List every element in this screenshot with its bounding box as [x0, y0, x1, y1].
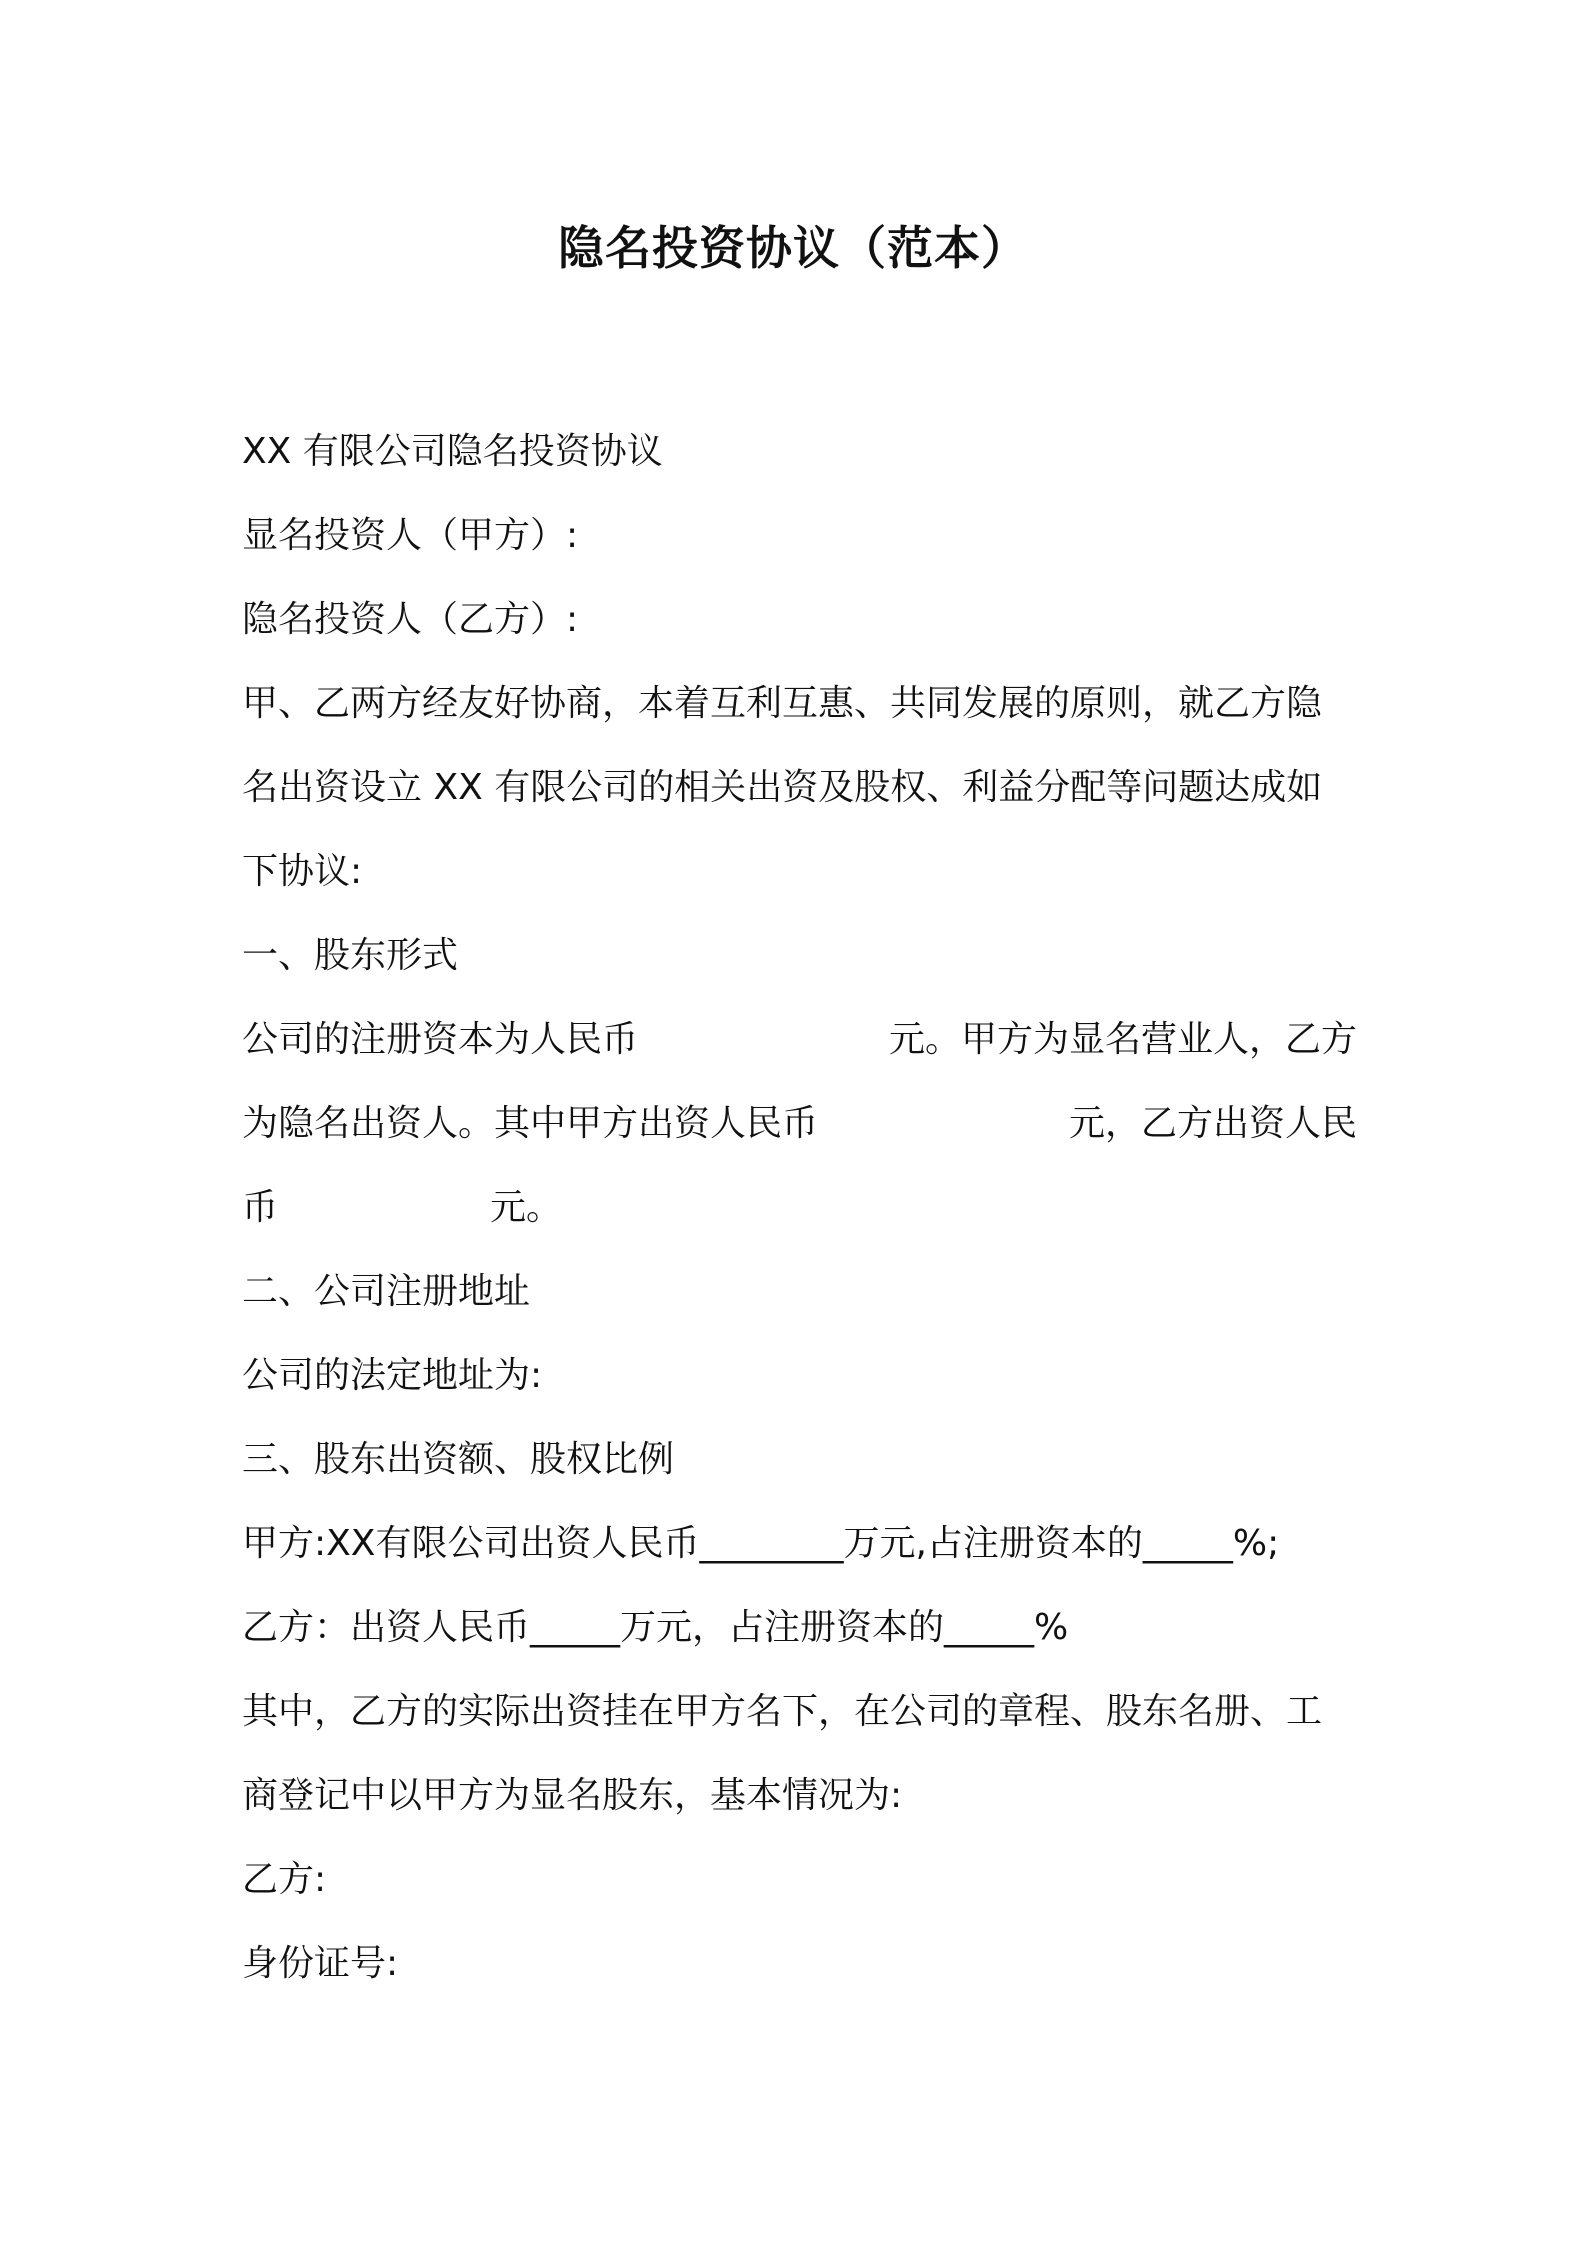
section-3-line-3: 其中，乙方的实际出资挂在甲方名下，在公司的章程、股东名册、工 — [242, 1691, 1323, 1732]
intro-line-2: 名出资设立 XX 有限公司的相关出资及股权、利益分配等问题达成如 — [242, 767, 1323, 808]
party-a-line: 显名投资人（甲方）: — [242, 515, 579, 556]
section-3-line-2: 乙方：出资人民币_____万元，占注册资本的_____% — [242, 1607, 1069, 1648]
section-1-line-2-right: 元，乙方出资人民 — [1068, 1103, 1357, 1144]
document-title: 隐名投资协议（范本） — [558, 221, 1028, 275]
intro-line-3: 下协议: — [242, 851, 363, 892]
section-1-line-1-left: 公司的注册资本为人民币 — [242, 1019, 639, 1060]
section-1-line-3-left: 币 — [242, 1187, 279, 1228]
section-3-line-5: 乙方: — [242, 1859, 327, 1900]
agreement-heading: XX 有限公司隐名投资协议 — [242, 431, 663, 472]
section-3-line-6: 身份证号: — [242, 1943, 399, 1984]
section-2-title: 二、公司注册地址 — [242, 1271, 531, 1312]
section-1-line-1-right: 元。甲方为显名营业人，乙方 — [888, 1019, 1357, 1060]
section-1-line-1 — [242, 998, 1357, 1082]
section-1-line-2-left: 为隐名出资人。其中甲方出资人民币 — [242, 1103, 819, 1144]
intro-line-1: 甲、乙两方经友好协商，本着互利互惠、共同发展的原则，就乙方隐 — [242, 683, 1323, 724]
section-2-line-1: 公司的法定地址为: — [242, 1355, 543, 1396]
party-b-line: 隐名投资人（乙方）: — [242, 599, 579, 640]
section-1-title: 一、股东形式 — [242, 935, 459, 976]
section-1-line-2 — [242, 1082, 1357, 1166]
document-body — [242, 410, 1357, 2006]
section-1-line-3 — [242, 1166, 1357, 1250]
section-3-line-4: 商登记中以甲方为显名股东，基本情况为: — [242, 1775, 903, 1816]
section-3-title: 三、股东出资额、股权比例 — [242, 1439, 675, 1480]
section-1-line-3-right: 元。 — [490, 1187, 563, 1228]
section-3-line-1: 甲方:XX有限公司出资人民币________万元,占注册资本的_____%; — [242, 1523, 1280, 1564]
